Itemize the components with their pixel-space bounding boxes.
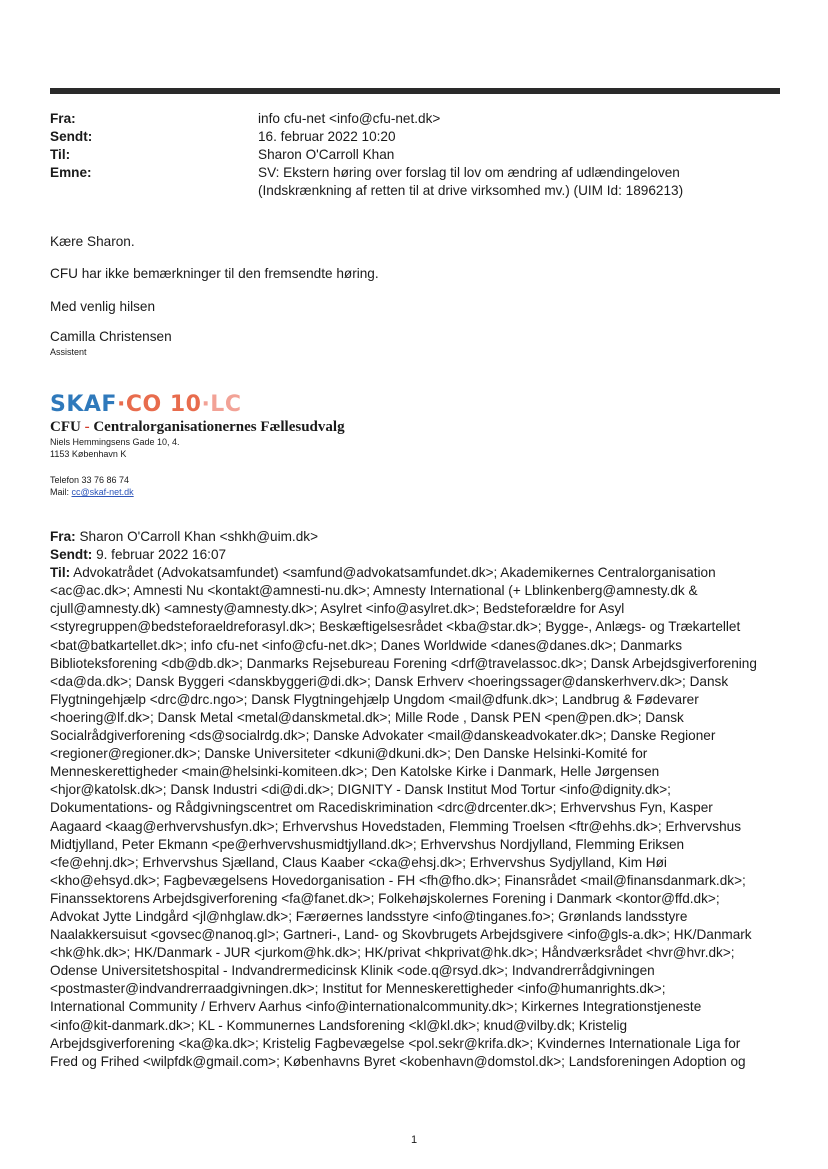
fwd-to-line: <hjor@katolsk.dk>; Dansk Industri <di@di.dk>; DIGNITY - Dansk Institut Mod Tortur <info@dignity.dk>; — [50, 782, 671, 798]
fwd-from-row — [50, 528, 780, 546]
fwd-to-line: Naalakkersuisut <govsec@nanoq.gl>; Gartneri-, Land- og Skovbrugets Arbejdsgivere <info@gls-a.dk>; HK/Danmark — [50, 927, 752, 943]
fwd-to-line: Menneskerettigheder <main@helsinki-komiteen.dk>; Den Katolske Kirke i Danmark, Helle Jørgensen — [50, 764, 660, 780]
org-name-line — [50, 418, 345, 436]
fwd-to-line: Finanssektorens Arbejdsgiverforening <fa@fanet.dk>; Folkehøjskolernes Forening i Danmark <kontor@ffd.dk>; — [50, 890, 720, 906]
to-row — [50, 146, 780, 164]
address-block — [50, 436, 180, 460]
skaf-co10-lc-logo — [50, 394, 241, 416]
logo-dot-1: · — [116, 392, 126, 417]
fwd-to-line: Dokumentations- og Rådgivningscentret om Racediskrimination <drc@drcenter.dk>; Erhvervshus Fyn, Kasper — [50, 800, 713, 816]
fwd-to-line: <regioner@regioner.dk>; Danske Universiteter <dkuni@dkuni.dk>; Den Danske Helsinki-Komité for — [50, 746, 648, 762]
subject-label: Emne: — [50, 165, 92, 180]
fwd-to-line: <styregruppen@bedsteforaeldreforasyl.dk>; Beskæftigelsesrådet <kba@star.dk>; Bygge-, Anlægs- og Trækartellet — [50, 619, 741, 635]
forwarded-message — [50, 528, 780, 1071]
fwd-to-line: Til: Advokatrådet (Advokatsamfundet) <samfund@advokatsamfundet.dk>; Akademikernes Centralorganisation — [50, 565, 716, 581]
header-divider — [50, 88, 780, 94]
fwd-to-line: Odense Universitetshospital - Indvandrermedicinsk Klinik <ode.q@rsyd.dk>; Indvandrerrådgivningen — [50, 963, 655, 979]
fwd-to-line: Midtjylland, Peter Ekmann <pe@erhvervshusmidtjylland.dk>; Erhvervshus Nordjylland, Flemming Eriksen — [50, 836, 685, 852]
fwd-to-line: Flygtningehjælp <drc@drc.ngo>; Dansk Flygtningehjælp Ungdom <mail@dfunk.dk>; Landbrug & Fødevarer — [50, 691, 699, 707]
mail-link[interactable]: cc@skaf-net.dk — [71, 487, 134, 497]
logo-skaf: SKAF — [50, 392, 117, 417]
fwd-to-line: <hoering@lf.dk>; Dansk Metal <metal@danskmetal.dk>; Mille Rode , Dansk PEN <pen@pen.dk>; Dansk — [50, 709, 684, 725]
sent-row — [50, 128, 780, 146]
fwd-to-line: <fe@ehnj.dk>; Erhvervshus Sjælland, Claus Kaaber <cka@ehsj.dk>; Erhvervshus Sydjylland, Kim Høi — [50, 854, 667, 870]
to-value: Sharon O'Carroll Khan — [258, 147, 395, 162]
body-paragraph: CFU har ikke bemærkninger til den fremsendte høring. — [50, 266, 379, 281]
fwd-to-line: <hk@hk.dk>; HK/Danmark - JUR <jurkom@hk.dk>; HK/privat <hkprivat@hk.dk>; Håndværksrådet <hvr@hvr.dk>; — [50, 945, 735, 961]
from-value: info cfu-net <info@cfu-net.dk> — [258, 111, 441, 126]
fwd-from-label: Fra: — [50, 529, 76, 544]
sender-name: Camilla Christensen — [50, 329, 172, 344]
fwd-to-line: International Community / Erhverv Aarhus <info@internationalcommunity.dk>; Kirkernes Integrationstjeneste — [50, 999, 702, 1015]
fwd-sent-value: 9. februar 2022 16:07 — [92, 547, 227, 563]
fwd-sent-label: Sendt: — [50, 547, 93, 563]
address-line-2: 1153 København K — [50, 449, 127, 459]
fwd-to-line: cjull@amnesty.dk) <amnesty@amnesty.dk>; Asylret <info@asylret.dk>; Bedsteforældre for Asyl — [50, 601, 625, 617]
logo-co10: CO 10 — [125, 392, 202, 417]
fwd-to-block — [50, 564, 780, 1071]
subject-row — [50, 164, 780, 200]
subject-line-1: SV: Ekstern høring over forslag til lov om ændring af udlændingeloven — [258, 165, 680, 180]
email-body — [50, 233, 780, 358]
fwd-to-line: Biblioteksforening <db@db.dk>; Danmarks Rejsebureau Forening <drf@travelassoc.dk>; Dansk Arbejdsgiverforening — [50, 655, 757, 671]
sent-value: 16. februar 2022 10:20 — [258, 129, 396, 144]
sent-label: Sendt: — [50, 129, 93, 144]
fwd-to-line: Fred og Frihed <wilpfdk@gmail.com>; Københavns Byret <kobenhavn@domstol.dk>; Landsforeningen Adoption og — [50, 1053, 746, 1069]
fwd-to-line: <da@da.dk>; Dansk Byggeri <danskbyggeri@di.dk>; Dansk Erhverv <hoeringssager@danskerhverv.dk>; Dansk — [50, 673, 729, 689]
logo-dot-2: · — [201, 392, 211, 417]
greeting: Kære Sharon. — [50, 234, 135, 249]
sender-title: Assistent — [50, 347, 87, 357]
subject-line-2: (Indskrænkning af retten til at drive virksomhed mv.) (UIM Id: 1896213) — [258, 183, 684, 198]
fwd-to-line: Socialrådgiverforening <ds@socialrdg.dk>; Danske Advokater <mail@danskeadvokater.dk>; Danske Regioner — [50, 728, 716, 744]
closing: Med venlig hilsen — [50, 299, 156, 314]
page-number: 1 — [410, 1134, 418, 1146]
address-line-1: Niels Hemmingsens Gade 10, 4. — [50, 437, 180, 447]
fwd-to-line: <info@kit-danmark.dk>; KL - Kommunernes Landsforening <kl@kl.dk>; knud@vilby.dk; Kristelig — [50, 1017, 628, 1033]
fwd-to-line: Advokat Jytte Lindgård <jl@nhglaw.dk>; Færøernes landsstyre <info@tinganes.fo>; Grønlands landsstyre — [50, 908, 688, 924]
mail-label: Mail: — [50, 487, 72, 497]
org-dash: - — [80, 419, 94, 435]
subject-value — [258, 164, 780, 200]
mail-line — [50, 486, 134, 498]
fwd-to-line: <postmaster@indvandrerraadgivningen.dk>; Institut for Menneskerettigheder <info@humanrights.dk>; — [50, 981, 666, 997]
fwd-to-line: <bat@batkartellet.dk>; info cfu-net <info@cfu-net.dk>; Danes Worldwide <danes@danes.dk>; Danmarks — [50, 637, 683, 653]
from-row — [50, 110, 780, 128]
fwd-from-value: Sharon O'Carroll Khan <shkh@uim.dk> — [75, 529, 319, 544]
org-abbr: CFU — [50, 419, 81, 435]
fwd-to-line: <kho@ehsyd.dk>; Fagbevægelsens Hovedorganisation - FH <fh@fho.dk>; Finansrådet <mail@finansdanmark.dk>; — [50, 872, 746, 888]
contact-block — [50, 474, 134, 498]
to-label: Til: — [50, 147, 71, 162]
fwd-to-line: Arbejdsgiverforening <ka@ka.dk>; Kristelig Fagbevægelse <pol.sekr@krifa.dk>; Kvindernes Internationale Liga for — [50, 1035, 741, 1051]
fwd-to-label: Til: — [50, 565, 71, 581]
fwd-sent-row — [50, 546, 780, 564]
phone: Telefon 33 76 86 74 — [50, 475, 130, 485]
fwd-to-line: Aagaard <kaag@erhvervshusfyn.dk>; Erhvervshus Hovedstaden, Flemming Troelsen <ftr@ehhs.dk>; Erhvervshus — [50, 818, 742, 834]
fwd-to-line: <ac@ac.dk>; Amnesti Nu <kontakt@amnesti-nu.dk>; Amnesty International (+ Lblinkenberg@amnesty.dk & — [50, 583, 698, 599]
org-name: Centralorganisationernes Fællesudvalg — [93, 419, 345, 435]
email-header — [50, 110, 780, 200]
from-label: Fra: — [50, 111, 76, 126]
logo-lc: LC — [210, 392, 242, 417]
